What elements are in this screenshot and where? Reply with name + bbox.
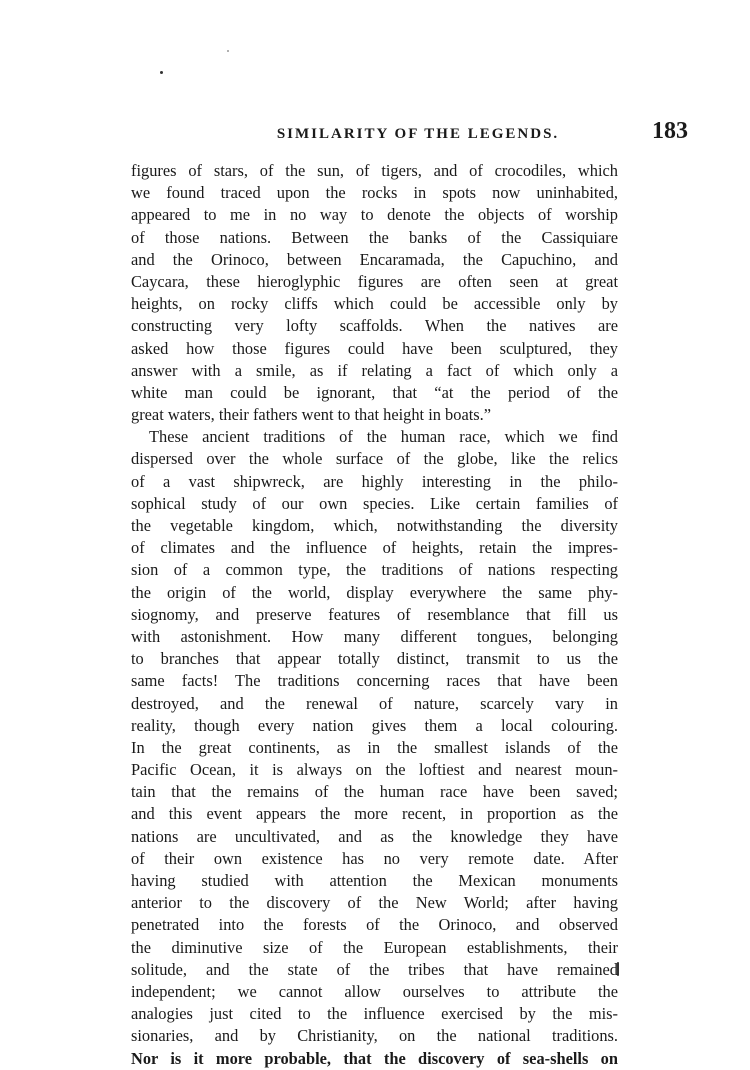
page-number: 183: [652, 118, 688, 144]
text-line: dispersed over the whole surface of the globe, like the relics: [131, 449, 618, 469]
text-line: to branches that appear totally distinct, transmit to us the: [131, 649, 618, 669]
text-line: Pacific Ocean, it is always on the loftiest and nearest moun-: [131, 760, 618, 780]
text-line: of those nations. Between the banks of the Cassiquiare: [131, 227, 618, 247]
text-line: penetrated into the forests of the Orinoco, and observed: [131, 915, 618, 935]
text-line: the diminutive size of the European establishments, their: [131, 937, 618, 957]
body-text: [131, 160, 618, 1070]
text-line: same facts! The traditions concerning races that have been: [131, 671, 618, 691]
page-header: [128, 118, 688, 150]
text-line: tain that the remains of the human race have been saved;: [131, 782, 618, 802]
text-line: white man could be ignorant, that “at the period of the: [131, 382, 618, 402]
text-line: appeared to me in no way to denote the objects of worship: [131, 205, 618, 225]
text-line: with astonishment. How many different tongues, belonging: [131, 626, 618, 646]
text-line: anterior to the discovery of the New World; after having: [131, 893, 618, 913]
text-line: Nor is it more probable, that the discovery of sea-shells on: [131, 1048, 618, 1068]
ink-speck: [227, 50, 229, 52]
text-line: having studied with attention the Mexican monuments: [131, 871, 618, 890]
text-line: and the Orinoco, between Encaramada, the Capuchino, and: [131, 249, 618, 269]
text-line: sion of a common type, the traditions of nations respecting: [131, 560, 618, 580]
text-line: analogies just cited to the influence exercised by the mis-: [131, 1004, 618, 1024]
text-line: and this event appears the more recent, in proportion as the: [131, 804, 618, 824]
text-line: of their own existence has no very remote date. After: [131, 848, 618, 868]
text-line: Caycara, these hieroglyphic figures are often seen at great: [131, 271, 618, 291]
text-line: heights, on rocky cliffs which could be accessible only by: [131, 294, 618, 314]
text-line: asked how those figures could have been sculptured, they: [131, 338, 618, 358]
text-line: In the great continents, as in the smallest islands of the: [131, 737, 618, 757]
text-line: destroyed, and the renewal of nature, scarcely vary in: [131, 693, 618, 713]
text-line: sophical study of our own species. Like certain families of: [131, 493, 618, 513]
text-line: answer with a smile, as if relating a fact of which only a: [131, 360, 618, 380]
running-head: SIMILARITY OF THE LEGENDS.: [276, 126, 560, 142]
text-line: constructing very lofty scaffolds. When the natives are: [131, 316, 618, 336]
text-line: reality, though every nation gives them a local colouring.: [131, 715, 618, 735]
text-line: the vegetable kingdom, which, notwithstanding the diversity: [131, 516, 618, 535]
text-line: nations are uncultivated, and as the knowledge they have: [131, 826, 618, 846]
text-line: solitude, and the state of the tribes that have remained: [131, 959, 618, 979]
text-line: of a vast shipwreck, are highly interesting in the philo-: [131, 471, 618, 491]
text-line: sionaries, and by Christianity, on the national traditions.: [131, 1026, 618, 1046]
paragraph-start-line: These ancient traditions of the human race, which we find: [149, 427, 618, 447]
text-line: we found traced upon the rocks in spots now uninhabited,: [131, 183, 618, 203]
text-line: great waters, their fathers went to that height in boats.”: [131, 405, 492, 425]
text-line: figures of stars, of the sun, of tigers, and of crocodiles, which: [131, 161, 618, 180]
text-line: of climates and the influence of heights, retain the impres-: [131, 538, 618, 558]
ink-speck: [160, 71, 163, 74]
text-line: the origin of the world, display everywhere the same phy-: [131, 582, 618, 602]
text-line: siognomy, and preserve features of resemblance that fill us: [131, 604, 618, 624]
text-line: independent; we cannot allow ourselves to attribute the: [131, 981, 618, 1001]
